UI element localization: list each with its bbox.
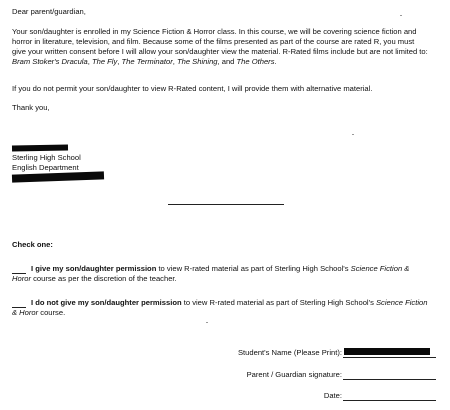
course-name: Science Fiction & Horor (12, 264, 410, 283)
option-text: to view R-rated material as part of Sterling High School's (181, 298, 376, 307)
checkbox-blank-deny[interactable] (12, 299, 26, 308)
scan-speck (352, 134, 354, 135)
film-title: The Terminator (121, 57, 173, 66)
scan-speck (400, 15, 402, 16)
separator: , (172, 57, 177, 66)
student-name-label: Student's Name (Please Print): (237, 348, 342, 357)
option-text: to view R-rated material as part of Sterling High School's (156, 264, 351, 273)
film-title: The Shining (176, 57, 218, 66)
redacted-line (12, 171, 104, 182)
student-name-line[interactable] (343, 357, 436, 358)
department-name: English Department (12, 163, 79, 172)
film-title: Bram Stoker's Dracula (12, 57, 88, 66)
redacted-teacher-name (12, 145, 68, 152)
separator: , (117, 57, 122, 66)
separator: , and (217, 57, 237, 66)
check-one-label: Check one: (12, 240, 53, 249)
option-bold-text: I give my son/daughter permission (31, 264, 157, 273)
alternative-paragraph: If you do not permit your son/daughter to view R-Rated content, I will provide them with alternative material. (12, 84, 373, 93)
guardian-signature-line[interactable] (343, 379, 436, 380)
film-title: The Fly (91, 57, 118, 66)
date-label: Date: (323, 391, 342, 400)
scan-speck (206, 322, 208, 323)
option-deny-permission (12, 298, 430, 318)
period: . (274, 57, 277, 66)
option-end-text: course. (38, 308, 66, 317)
course-name: Science Fiction & Horor (12, 298, 428, 317)
separator: , (87, 57, 92, 66)
film-title: The Others (236, 57, 275, 66)
option-end-text: course as per the discretion of the teacher. (31, 274, 177, 283)
school-name: Sterling High School (12, 153, 81, 162)
checkbox-blank-give[interactable] (12, 265, 26, 274)
greeting: Dear parent/guardian, (12, 7, 86, 16)
guardian-signature-label: Parent / Guardian signature: (246, 370, 342, 379)
closing: Thank you, (12, 103, 50, 112)
tear-line (168, 204, 284, 205)
option-bold-text: I do not give my son/daughter permission (31, 298, 182, 307)
intro-text: Your son/daughter is enrolled in my Science Fiction & Horror class. In this course, we will be covering science fiction and horror in literature, television, and film. Because some of the films presented as part of the course are rated R, you must give your written consent before I will allow your son/daughter view the material. R-Rated films include but are not limited to: (12, 27, 428, 56)
redacted-student-name (344, 348, 430, 355)
date-line[interactable] (343, 400, 436, 401)
option-give-permission (12, 264, 430, 284)
intro-paragraph (12, 27, 430, 67)
